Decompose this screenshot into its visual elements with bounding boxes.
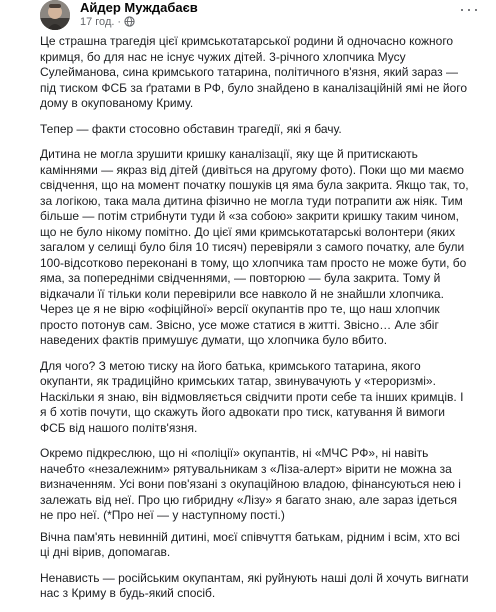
post-meta: [80, 16, 135, 30]
post-paragraph: Окремо підкреслюю, що ні «поліції» окупантів, ні «МЧС РФ», ні навіть начебто «незалежним» рятувальникам з «Ліза-алерт» вірити не можна за визначенням. Усі вони пов'язані з окупаційною владою, фінансуються нею і залежать від неї. Про цю гибридну «Лізу» я багато знаю, але зараз ідеться не про неї. (*Про неї — у наступному пості.): [40, 446, 461, 522]
post-text: [40, 34, 470, 612]
post-paragraph: Ненависть — російським окупантам, які руйнують наші долі й хочуть вигнати нас з Криму в будь-який спосіб.: [40, 570, 469, 600]
post-timestamp[interactable]: 17 год.: [80, 16, 115, 28]
post-paragraph: Тепер — факти стосовно обставин трагедії, які я бачу.: [40, 121, 342, 136]
post-header: [40, 0, 496, 30]
more-options-icon[interactable]: ···: [459, 0, 480, 19]
author-name[interactable]: Айдер Муждабаєв: [80, 0, 198, 15]
globe-icon[interactable]: [124, 16, 135, 30]
author-avatar[interactable]: [40, 0, 70, 30]
post-paragraph: Вічна пам'ять невинній дитині, моєї співчуття батькам, рідним і всім, хто всі ці дні вірив, допомагав.: [40, 529, 460, 559]
meta-separator: ·: [117, 16, 122, 28]
post-paragraph: Це страшна трагедія цієї кримськотатарської родини й одночасно кожного кримця, бо для нас не існує чужих дітей. 3-річного хлопчика Мусу Сулейманова, сина кримського татарина, політичного в'язня, який зараз — під тиском ФСБ за ґратами в РФ, було знайдено в каналізаційній ямі не його дому в окупованому Криму.: [40, 34, 468, 110]
post-paragraph: Дитина не могла зрушити кришку каналізації, яку ще й притискають каміннями — якраз від дітей (дивіться на другому фото). Поки що ми маємо свідчення, що на момент початку пошуків ця яма була закрита. Якщо так, то, за логікою, така мала дитина фізично не могла туди потрапити аж ніяк. Тим більше — потім стрибнути туди й «за собою» закрити кришку таким чином, що не було нікому помітно. До цієї ями кримськотатарські волонтери (яких загалом у селищі було біля 10 тисяч) перевіряли з самого початку, але були 100-відсотково переконані в тому, що хлопчика там просто не може бути, бо яма, за попередніми свідченнями, — повторюю — була закрита. Тому й відкачали її тільки коли перевірили все навколо й не знайшли хлопчика. Через це я не вірю «офіційної» версії окупантів про те, що наш хлопчик просто потонув сам. Звісно, усе може статися в житті. Звісно… Але збіг наведених фактів примушує думати, що хлопчика було вбито.: [40, 147, 469, 347]
post-paragraph: Для чого? З метою тиску на його батька, кримського татарина, якого окупанти, як традиційно кримських татар, звинувачують у «тероризмі». Наскільки я знаю, він відмовляється свідчити проти себе та інших кримців. І я б хотів почути, що скажуть його адвокати про тиск, катування й вимоги ФСБ від нашого політв'язня.: [40, 358, 464, 435]
avatar-photo-icon: [40, 0, 70, 30]
